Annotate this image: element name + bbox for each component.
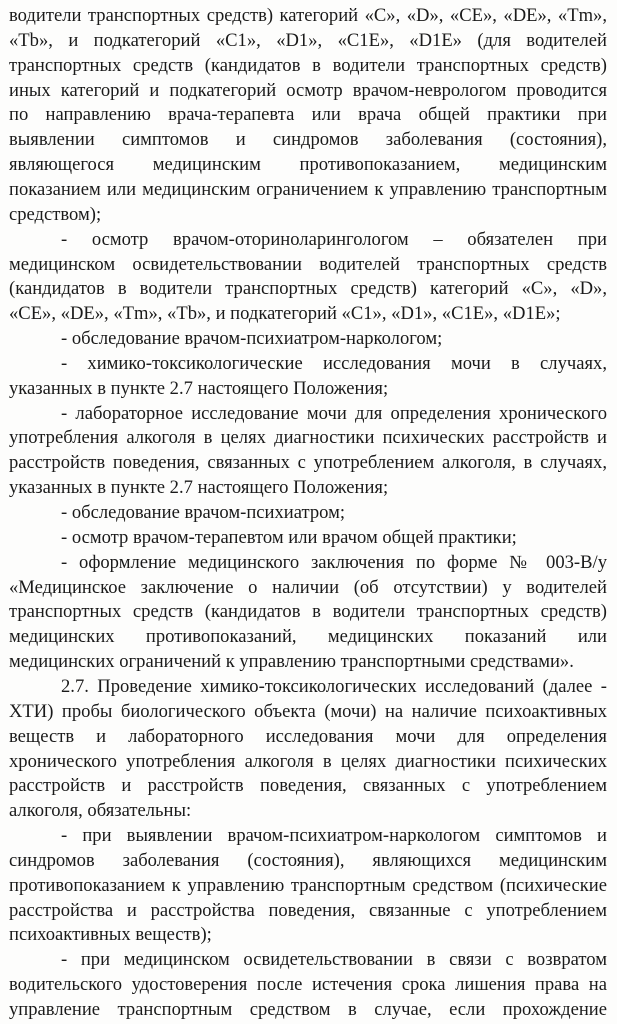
text-line: выявлении симптомов и синдромов заболевания (состояния), [9,129,607,151]
text-line: «CE», «DE», «Tm», «Tb», и подкатегорий «C1», «D1», «C1E», «D1E»; [9,303,561,325]
text-line: алкоголя, обязательны: [9,800,192,822]
text-line: - при медицинском освидетельствовании в связи с возвратом [61,949,607,971]
text-line: медицинском освидетельствовании водителей транспортных средств [9,253,607,275]
text-line: ХТИ) пробы биологического объекта (мочи) на наличие психоактивных [9,700,607,722]
text-line: транспортных средств (кандидатов в водители транспортных средств) [9,54,607,76]
text-line: - осмотр врачом-терапевтом или врачом общей практики; [61,526,517,548]
text-line: показанием или медицинским ограничением к управлению транспортным [9,178,607,200]
text-line: хронического употребления алкоголя в целях диагностики психических [9,750,607,772]
text-line: 2.7. Проведение химико-токсикологических исследований (далее - [61,675,607,697]
text-line: расстройств и расстройств поведения, связанных с употреблением [9,775,607,797]
text-line: иных категорий и подкатегорий осмотр врачом-неврологом проводится [9,79,607,101]
text-line: психоактивных веществ); [9,924,212,946]
text-line: - оформление медицинского заключения по форме № 003-В/у [61,551,607,573]
text-line: - обследование врачом-психиатром-наркологом; [61,328,443,350]
text-line: транспортных средств (кандидатов в водители транспортных средств) [9,601,607,623]
text-line: по направлению врача-терапевта или врача общей практики при [9,104,607,126]
text-line: - химико-токсикологические исследования мочи в случаях, [61,352,607,374]
text-line: - осмотр врачом-оториноларингологом – обязателен при [61,228,607,250]
text-line: указанных в пункте 2.7 настоящего Положения; [9,477,389,499]
text-line: управление транспортным средством в случае, если прохождение [9,999,607,1020]
text-line: медицинских противопоказаний, медицинских показаний или [9,626,607,648]
text-line: противопоказанием к управлению транспортным средством (психические [9,874,607,896]
text-line: синдромов заболевания (состояния), являющихся медицинским [9,849,607,871]
text-line: - при выявлении врачом-психиатром-наркологом симптомов и [61,825,607,847]
text-line: «Медицинское заключение о наличии (об отсутствии) у водителей [9,576,607,598]
text-line: «Tb», и подкатегорий «C1», «D1», «C1E», «D1E» (для водителей [9,29,607,51]
text-line: указанных в пункте 2.7 настоящего Положения; [9,377,389,399]
text-line: водительского удостоверения после истечения срока лишения права на [9,974,607,996]
text-line: водители транспортных средств) категорий «C», «D», «CE», «DE», «Tm», [9,5,607,26]
text-line: веществ и лабораторного исследования мочи для определения [9,725,607,747]
text-line: употребления алкоголя в целях диагностики психических расстройств и [9,427,607,449]
text-line: медицинских ограничений к управлению транспортными средствами». [9,651,574,673]
text-line: - обследование врачом-психиатром; [61,502,346,523]
text-line: являющегося медицинским противопоказанием, медицинским [9,154,607,176]
text-line: расстройств поведения, связанных с употреблением алкоголя, в случаях, [9,452,607,474]
text-line: (кандидатов в водители транспортных средств) категорий «C», «D», [9,278,607,300]
text-line: - лабораторное исследование мочи для определения хронического [61,402,607,424]
text-line: средством); [9,203,102,225]
text-line: расстройства и расстройства поведения, связанные с употреблением [9,899,607,921]
